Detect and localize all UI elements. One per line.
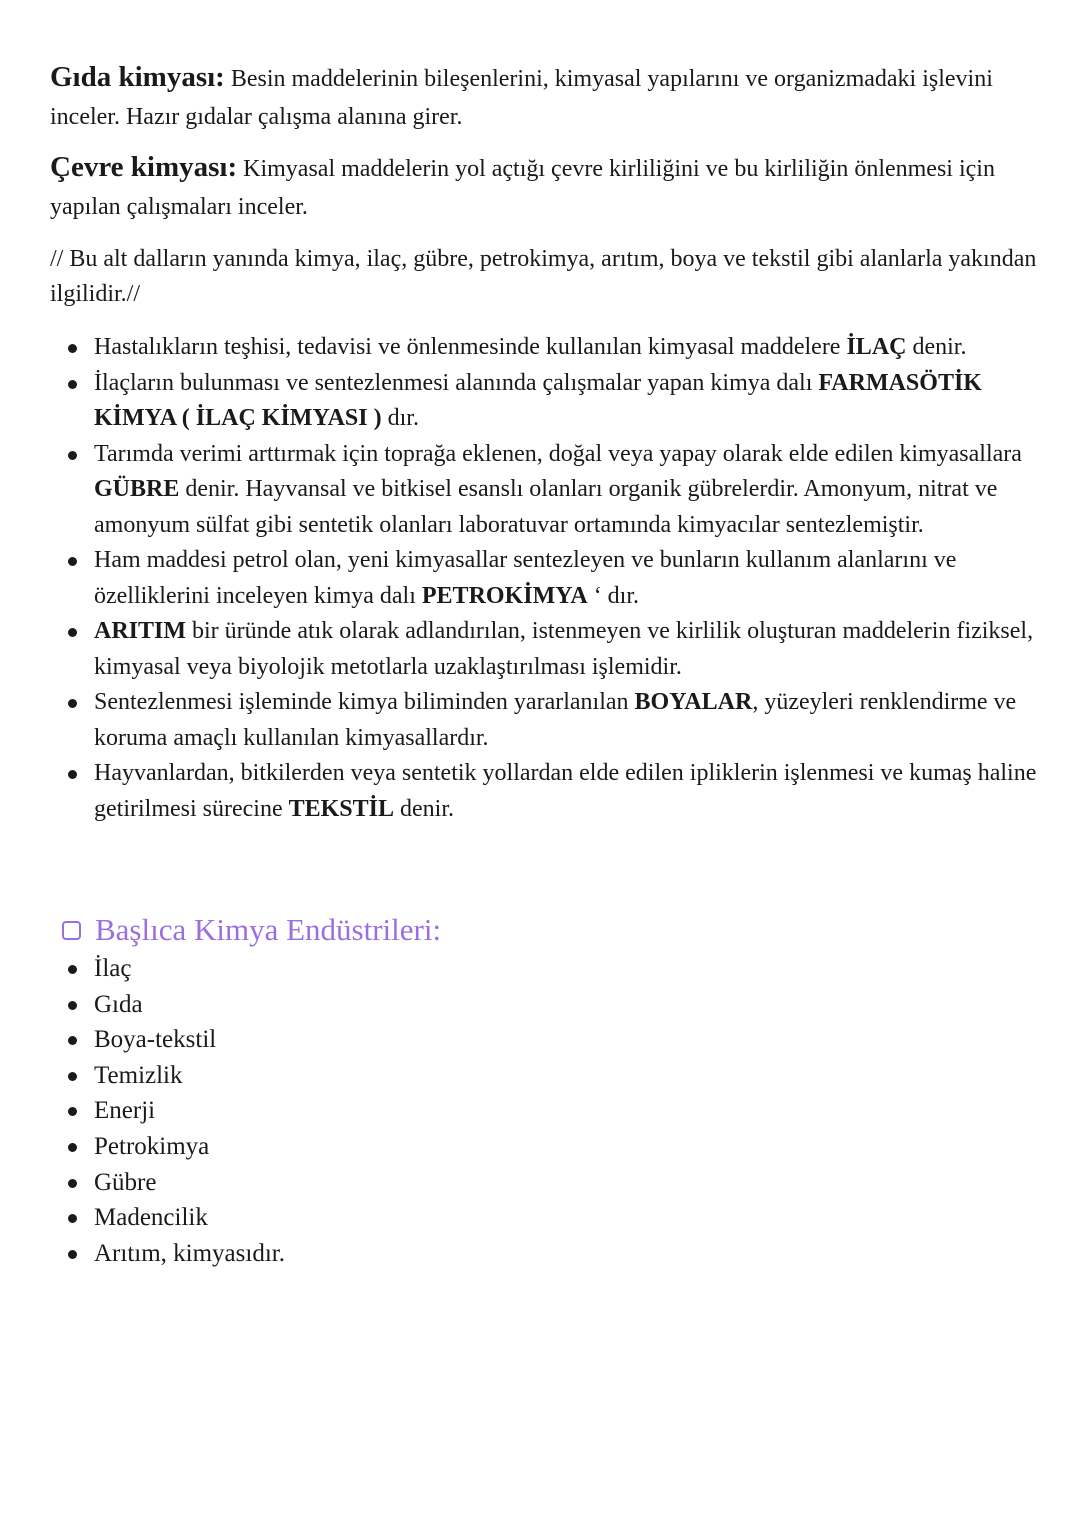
list-item: Temizlik bbox=[50, 1058, 1040, 1094]
list-item: Boya-tekstil bbox=[50, 1022, 1040, 1058]
list-item: Petrokimya bbox=[50, 1129, 1040, 1165]
paragraph-food-chemistry bbox=[50, 58, 1040, 136]
industries-heading bbox=[50, 909, 1040, 951]
list-item: Enerji bbox=[50, 1093, 1040, 1129]
term-food-chemistry: Gıda kimyası: bbox=[50, 61, 225, 93]
list-item: Gübre bbox=[50, 1165, 1040, 1201]
list-item: İlaç bbox=[50, 951, 1040, 987]
bold-term: GÜBRE bbox=[94, 476, 180, 502]
list-item: Hayvanlardan, bitkilerden veya sentetik yollardan elde edilen ipliklerin işlenmesi ve kumaş haline getirilmesi sürecine TEKSTİL denir. bbox=[50, 756, 1040, 827]
bold-term: TEKSTİL bbox=[288, 795, 394, 822]
list-item: Ham maddesi petrol olan, yeni kimyasallar sentezleyen ve bunların kullanım alanlarını ve özelliklerini inceleyen kimya dalı PETROKİMYA ‘ dır. bbox=[50, 543, 1040, 614]
bold-term: FARMASÖTİK KİMYA ( İLAÇ KİMYASI ) bbox=[94, 369, 982, 431]
bold-term: PETROKİMYA bbox=[421, 582, 588, 609]
bold-term: BOYALAR bbox=[634, 689, 753, 715]
definition-environmental-chemistry: Kimyasal maddelerin yol açtığı çevre kirliliğini ve bu kirliliğin önlenmesi için yapılan çalışmaları inceler. bbox=[50, 156, 995, 220]
checkbox-icon[interactable] bbox=[62, 921, 81, 940]
list-item: Tarımda verimi arttırmak için toprağa eklenen, doğal veya yapay olarak elde edilen kimyasallara GÜBRE denir. Hayvansal ve bitkisel esanslı olanları organik gübrelerdir. Amonyum, nitrat ve amonyum sülfat gibi sentetik olanları laboratuvar ortamında kimyacılar sentezlemiştir. bbox=[50, 437, 1040, 544]
term-environmental-chemistry: Çevre kimyası: bbox=[50, 151, 238, 183]
bold-term: İLAÇ bbox=[846, 334, 907, 360]
list-item: Sentezlenmesi işleminde kimya biliminden yararlanılan BOYALAR, yüzeyleri renklendirme ve koruma amaçlı kullanılan kimyasallardır. bbox=[50, 685, 1040, 756]
paragraph-environmental-chemistry bbox=[50, 148, 1040, 226]
bold-term: ARITIM bbox=[94, 618, 187, 644]
list-item: Madencilik bbox=[50, 1200, 1040, 1236]
list-item: Arıtım, kimyasıdır. bbox=[50, 1236, 1040, 1272]
list-item: Hastalıkların teşhisi, tedavisi ve önlenmesinde kullanılan kimyasal maddelere İLAÇ denir. bbox=[50, 330, 1040, 366]
related-fields-note: // Bu alt dalların yanında kimya, ilaç, gübre, petrokimya, arıtım, boya ve tekstil gibi alanlarla yakından ilgilidir.// bbox=[50, 246, 1037, 307]
list-item: Gıda bbox=[50, 987, 1040, 1023]
list-item: ARITIM bir üründe atık olarak adlandırılan, istenmeyen ve kirlilik oluşturan maddelerin fiziksel, kimyasal veya biyolojik metotlarla uzaklaştırılması işlemidir. bbox=[50, 614, 1040, 685]
industries-list bbox=[50, 951, 1040, 1271]
definitions-list bbox=[50, 330, 1040, 827]
list-item: İlaçların bulunması ve sentezlenmesi alanında çalışmalar yapan kimya dalı FARMASÖTİK KİMYA ( İLAÇ KİMYASI ) dır. bbox=[50, 366, 1040, 437]
document-page bbox=[50, 58, 1040, 1271]
industries-title: Başlıca Kimya Endüstrileri: bbox=[95, 912, 442, 947]
definition-food-chemistry: Besin maddelerinin bileşenlerini, kimyasal yapılarını ve organizmadaki işlevini inceler. Hazır gıdalar çalışma alanına girer. bbox=[50, 66, 993, 130]
